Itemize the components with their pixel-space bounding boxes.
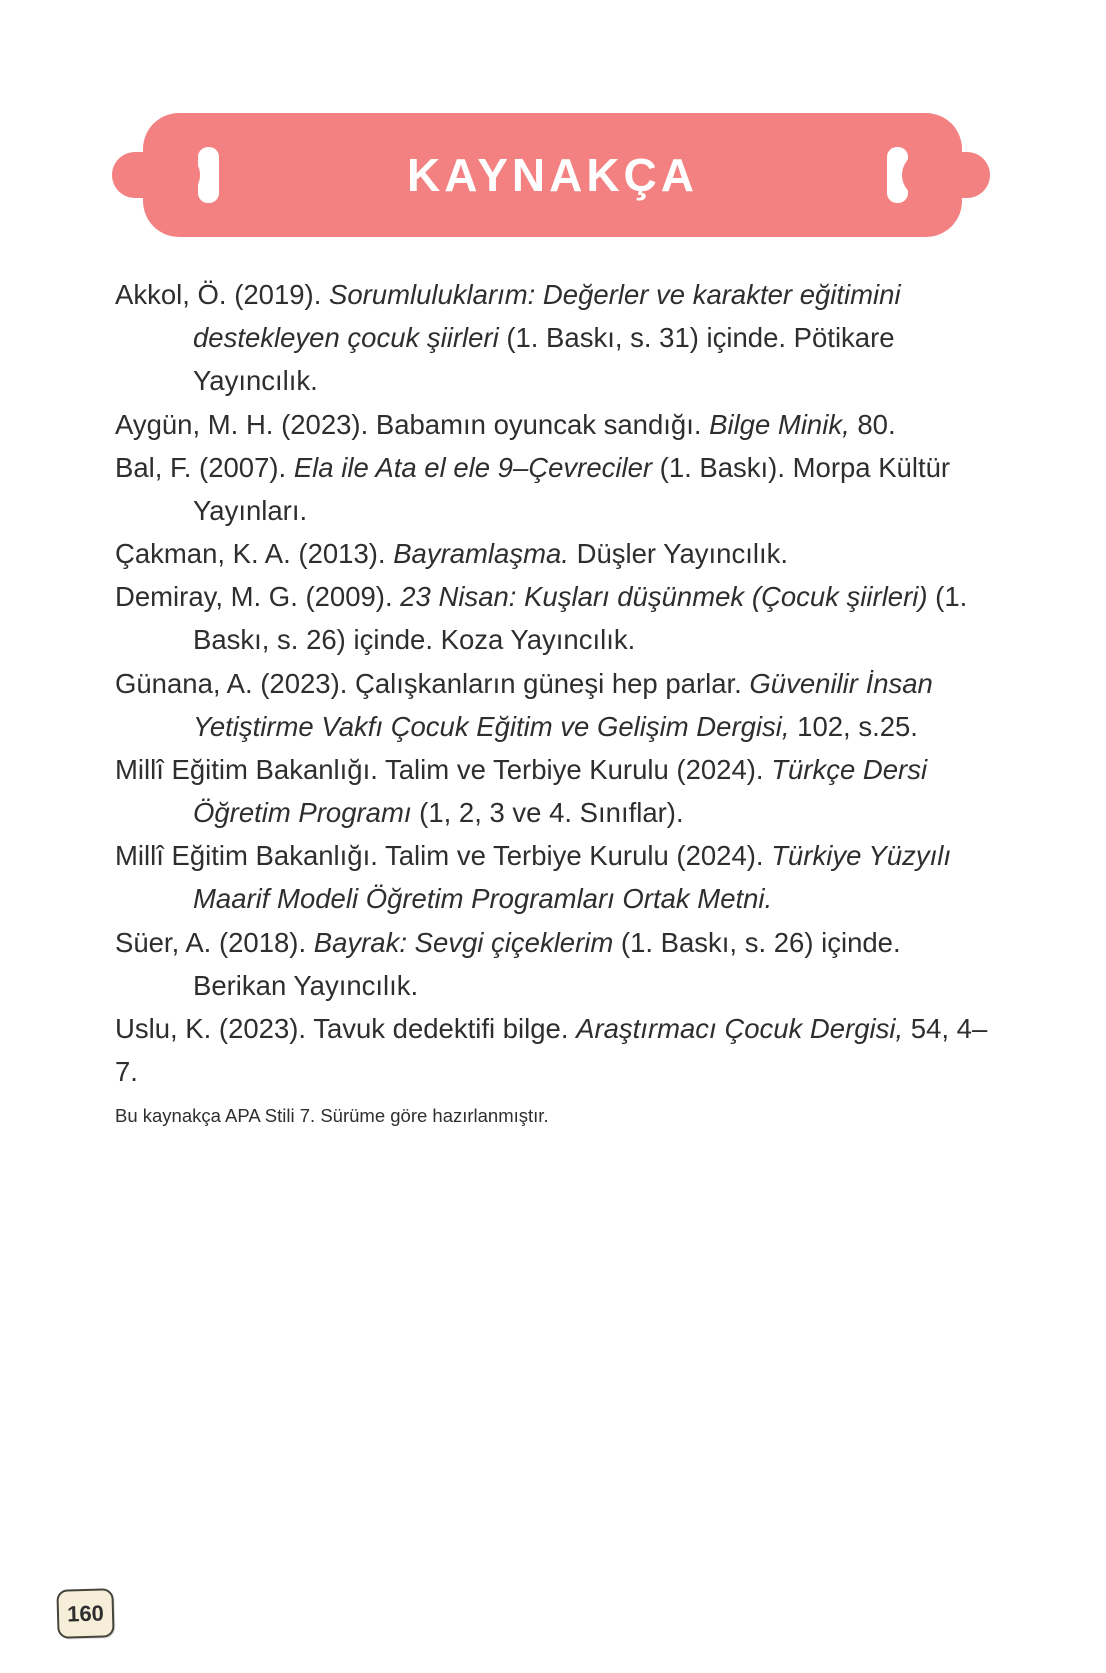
reference-text-run: Millî Eğitim Bakanlığı. Talim ve Terbiye Kurulu (2024). (115, 753, 772, 785)
reference-entry (115, 403, 998, 446)
page-number: 160 (66, 1600, 105, 1626)
reference-title-run: Bayrak: Sevgi çiçeklerim (313, 926, 614, 958)
reference-title-run: Güvenilir İnsan Yetiştirme Vakfı Çocuk Eğitim ve Gelişim Dergisi, (193, 667, 933, 742)
reference-text-run: (1. Baskı, s. 31) içinde. Pötikare Yayıncılık. (193, 322, 895, 397)
reference-text-run: (1. Baskı, s. 26) içinde. Koza Yayıncılık. (193, 581, 968, 656)
reference-text-run: 80. (849, 408, 896, 440)
reference-entry (115, 446, 998, 532)
reference-title-run: Sorumluluklarım: Değerler ve karakter eğitimini destekleyen çocuk şiirleri (193, 279, 901, 354)
reference-entry (115, 748, 998, 834)
reference-text-run: 102, s.25. (789, 710, 918, 742)
banner-cap-right (902, 152, 990, 198)
reference-text-run: 54, 4–7. (115, 1012, 988, 1088)
reference-text-run: Düşler Yayıncılık. (568, 538, 788, 570)
reference-entry (115, 532, 998, 575)
reference-entry (115, 662, 998, 748)
banner-body (143, 113, 962, 237)
reference-text-run: (1. Baskı). Morpa Kültür Yayınları. (193, 451, 951, 526)
reference-title-run: 23 Nisan: Kuşları düşünmek (Çocuk şiirleri) (400, 581, 928, 613)
banner-cap-left (112, 152, 200, 198)
reference-entry (115, 273, 998, 403)
reference-text-run: Akkol, Ö. (2019). (115, 279, 329, 310)
kaynakca-banner (0, 113, 1106, 237)
reference-text-run: (1. Baskı, s. 26) içinde. Berikan Yayıncılık. (193, 926, 901, 1001)
reference-entry (115, 575, 998, 661)
reference-entry (115, 921, 998, 1007)
reference-title-run: Türkçe Dersi Öğretim Programı (193, 753, 928, 829)
reference-text-run: Süer, A. (2018). (115, 926, 314, 958)
page-number-badge (56, 1588, 114, 1638)
reference-text-run: Çakman, K. A. (2013). (115, 538, 394, 570)
reference-entry (115, 834, 998, 920)
reference-text-run: (1, 2, 3 ve 4. Sınıflar). (411, 797, 684, 829)
apa-note: Bu kaynakça APA Stili 7. Sürüme göre hazırlanmıştır. (115, 1105, 549, 1127)
reference-title-run: Türkiye Yüzyılı Maarif Modeli Öğretim Programları Ortak Metni. (193, 840, 952, 915)
reference-title-run: Bayramlaşma. (393, 538, 569, 570)
reference-text-run: Günana, A. (2023). Çalışkanların güneşi hep parlar. (115, 667, 750, 699)
reference-list (0, 237, 1106, 1093)
reference-text-run: Uslu, K. (2023). Tavuk dedektifi bilge. (115, 1012, 577, 1044)
reference-text-run: Bal, F. (2007). (115, 451, 294, 483)
reference-title-run: Araştırmacı Çocuk Dergisi, (576, 1012, 904, 1044)
banner-notch-left (198, 147, 219, 203)
reference-text-run: Aygün, M. H. (2023). Babamın oyuncak sandığı. (115, 408, 710, 440)
reference-text-run: Millî Eğitim Bakanlığı. Talim ve Terbiye Kurulu (2024). (115, 840, 772, 872)
reference-entry (115, 1007, 998, 1093)
reference-title-run: Bilge Minik, (709, 408, 850, 440)
reference-title-run: Ela ile Ata el ele 9–Çevreciler (293, 451, 653, 483)
page-title: KAYNAKÇA (407, 149, 698, 201)
reference-text-run: Demiray, M. G. (2009). (115, 581, 401, 613)
